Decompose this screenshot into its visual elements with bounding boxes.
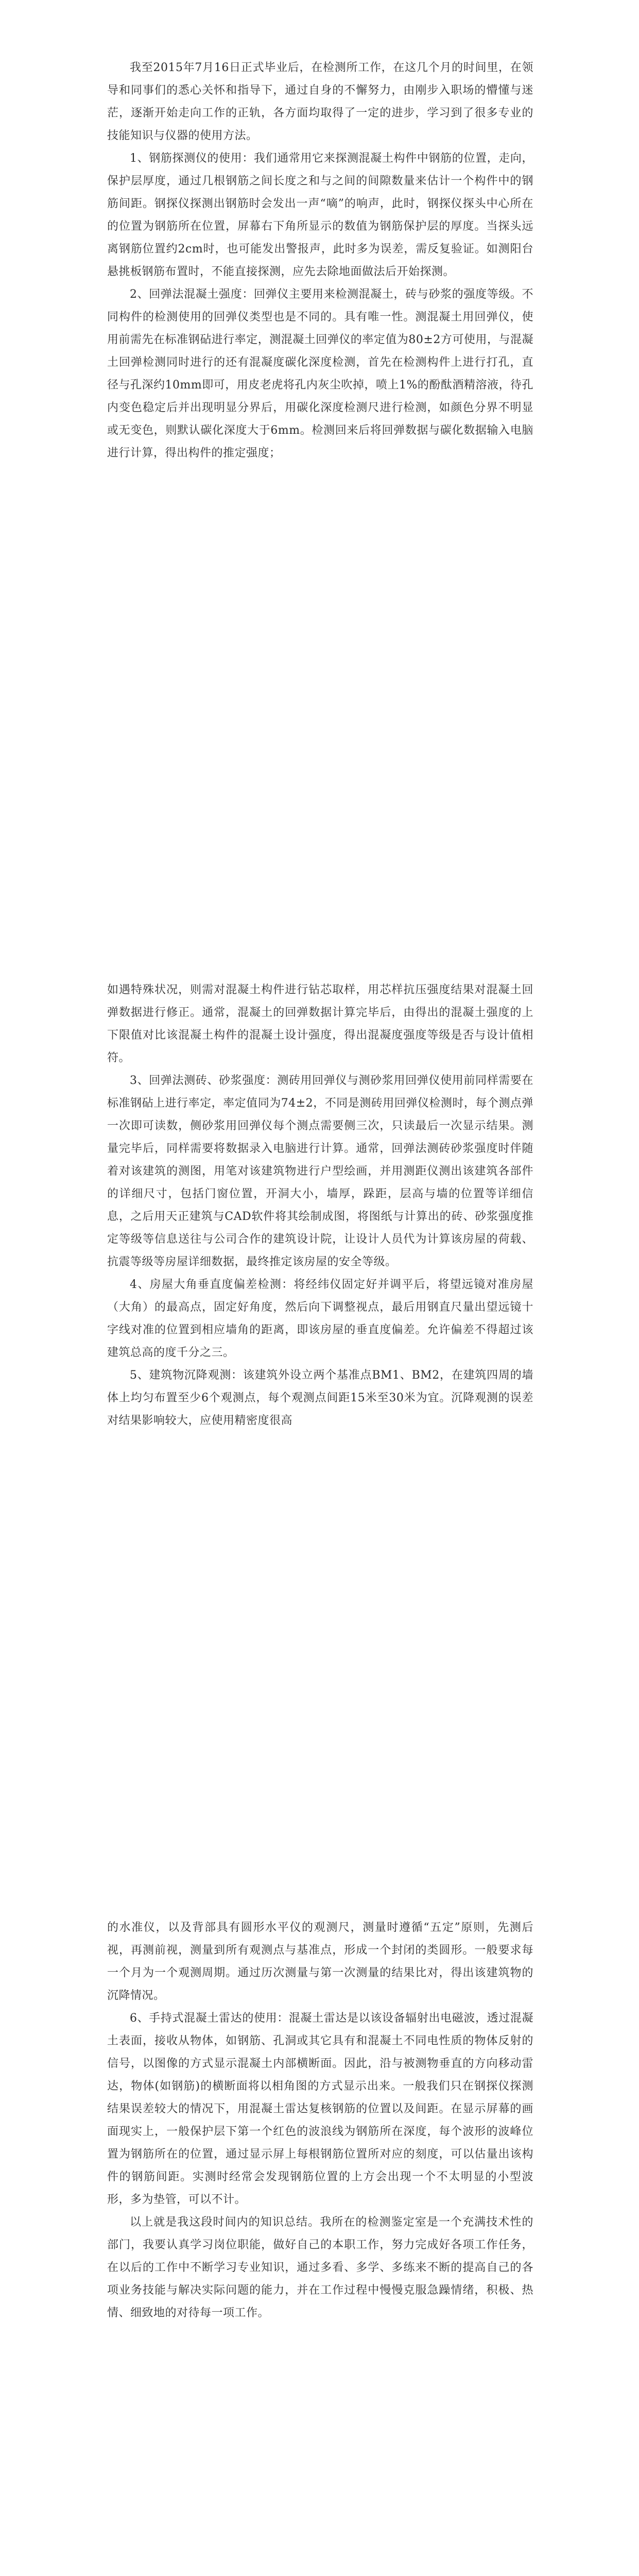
intro-paragraph: 我至2015年7月16日正式毕业后，在检测所工作，在这几个月的时间里，在领导和同事们的悉心关怀和指导下，通过自身的不懈努力，由刚步入职场的懵懂与迷茫，逐渐开始走向工作的正轨，各方面均取得了一定的进步，学习到了很多专业的技能知识与仪器的使用方法。 bbox=[107, 61, 533, 142]
text-block-3 bbox=[107, 1917, 533, 2325]
text-block-2 bbox=[107, 979, 533, 1432]
paragraph-rebound-concrete-continued: 如遇特殊状况，则需对混凝土构件进行钻芯取样，用芯样抗压强度结果对混凝土回弹数据进行修正。通常，混凝土的回弹数据计算完毕后，由得出的混凝土强度的上下限值对比该混凝土构件的混凝土设计强度，得出混凝度强度等级是否与设计值相符。 bbox=[107, 984, 533, 1064]
conclusion-paragraph: 以上就是我这段时间内的知识总结。我所在的检测鉴定室是一个充满技术性的部门，我要认真学习岗位职能，做好自己的本职工作，努力完成好各项工作任务，在以后的工作中不断学习专业知识，通过多看、多学、多练来不断的提高自己的各项业务技能与解决实际问题的能力，并在工作过程中慢慢克服急躁情绪，积极、热情、细致地的对待每一项工作。 bbox=[107, 2216, 533, 2319]
paragraph-rebar-detector: 1、钢筋探测仪的使用：我们通常用它来探测混凝土构件中钢筋的位置，走向，保护层厚度，通过几根钢筋之间长度之和与之间的间隙数量来估计一个构件中的钢筋间距。钢探仪探测出钢筋时会发出一声“嘀”的响声，此时，钢探仪探头中心所在的位置为钢筋所在位置，屏幕右下角所显示的数值为钢筋保护层的厚度。当探头远离钢筋位置约2cm时，也可能发出警报声，此时多为误差，需反复验证。如测阳台悬挑板钢筋布置时，不能直接探测，应先去除地面做法后开始探测。 bbox=[107, 152, 533, 278]
paragraph-settlement-continued: 的水准仪，以及背部具有圆形水平仪的观测尺，测量时遵循“五定”原则，先测后视，再测前视，测量到所有观测点与基准点，形成一个封闭的类圆形。一般要求每一个月为一个观测周期。通过历次测量与第一次测量的结果比对，得出该建筑物的沉降情况。 bbox=[107, 1921, 533, 2002]
paragraph-verticality: 4、房屋大角垂直度偏差检测：将经纬仪固定好并调平后，将望远镜对准房屋（大角）的最高点，固定好角度，然后向下调整视点，最后用钢直尺量出望远镜十字线对准的位置到相应墙角的距离，即该房屋的垂直度偏差。允许偏差不得超过该建筑总高的度千分之三。 bbox=[107, 1278, 533, 1359]
paragraph-rebound-concrete: 2、回弹法混凝土强度：回弹仪主要用来检测混凝土，砖与砂浆的强度等级。不同构件的检测使用的回弹仪类型也是不同的。具有唯一性。测混凝土用回弹仪，使用前需先在标准钢砧进行率定，测混凝土回弹仪的率定值为80±2方可使用，与混凝土回弹检测同时进行的还有混凝度碳化深度检测，首先在检测构件上进行打孔，直径与孔深约10mm即可，用皮老虎将孔内灰尘吹掉，喷上1%的酚酞酒精溶液，待孔内变色稳定后并出现明显分界后，用碳化深度检测尺进行检测，如颜色分界不明显或无变色，则默认碳化深度大于6mm。检测回来后将回弹数据与碳化数据输入电脑进行计算，得出构件的推定强度； bbox=[107, 288, 533, 460]
paragraph-settlement: 5、建筑物沉降观测：该建筑外设立两个基准点BM1、BM2，在建筑四周的墙体上均匀布置至少6个观测点，每个观测点间距15米至30米为宜。沉降观测的误差对结果影响较大，应使用精密度很高 bbox=[107, 1369, 533, 1427]
paragraph-rebound-brick-mortar: 3、回弹法测砖、砂浆强度：测砖用回弹仪与测砂浆用回弹仪使用前同样需要在标准钢砧上进行率定，率定值同为74±2，不同是测砖用回弹仪检测时，每个测点弹一次即可读数，侧砂浆用回弹仪每个测点需要侧三次，只读最后一次显示结果。测量完毕后，同样需要将数据录入电脑进行计算。通常，回弹法测砖砂浆强度时伴随着对该建筑的测图，用笔对该建筑物进行户型绘画，并用测距仪测出该建筑各部件的详细尺寸，包括门窗位置，开洞大小，墙厚，跺距，层高与墙的位置等详细信息，之后用天正建筑与CAD软件将其绘制成图，将图纸与计算出的砖、砂浆强度推定等级等信息送往与公司合作的建筑设计院，让设计人员代为计算该房屋的荷载、抗震等级等房屋详细数据，最终推定该房屋的安全等级。 bbox=[107, 1074, 533, 1268]
paragraph-concrete-radar: 6、手持式混凝土雷达的使用：混凝土雷达是以该设备辐射出电磁波，透过混凝土表面，接收从物体，如钢筋、孔洞或其它具有和混凝土不同电性质的物体反射的信号，以图像的方式显示混凝土内部横断面。因此，沿与被测物垂直的方向移动雷达，物体(如钢筋)的横断面将以相角图的方式显示出来。一般我们只在钢探仪探测结果误差较大的情况下，用混凝土雷达复核钢筋的位置以及间距。在显示屏幕的画面现实上，一般保护层下第一个红色的波浪线为钢筋所在深度，每个波形的波峰位置为钢筋所在的位置，通过显示屏上每根钢筋位置所对应的刻度，可以估量出该构件的钢筋间距。实测时经常会发现钢筋位置的上方会出现一个不太明显的小型波形，多为垫管，可以不计。 bbox=[107, 2012, 533, 2206]
text-block-1 bbox=[107, 57, 533, 465]
